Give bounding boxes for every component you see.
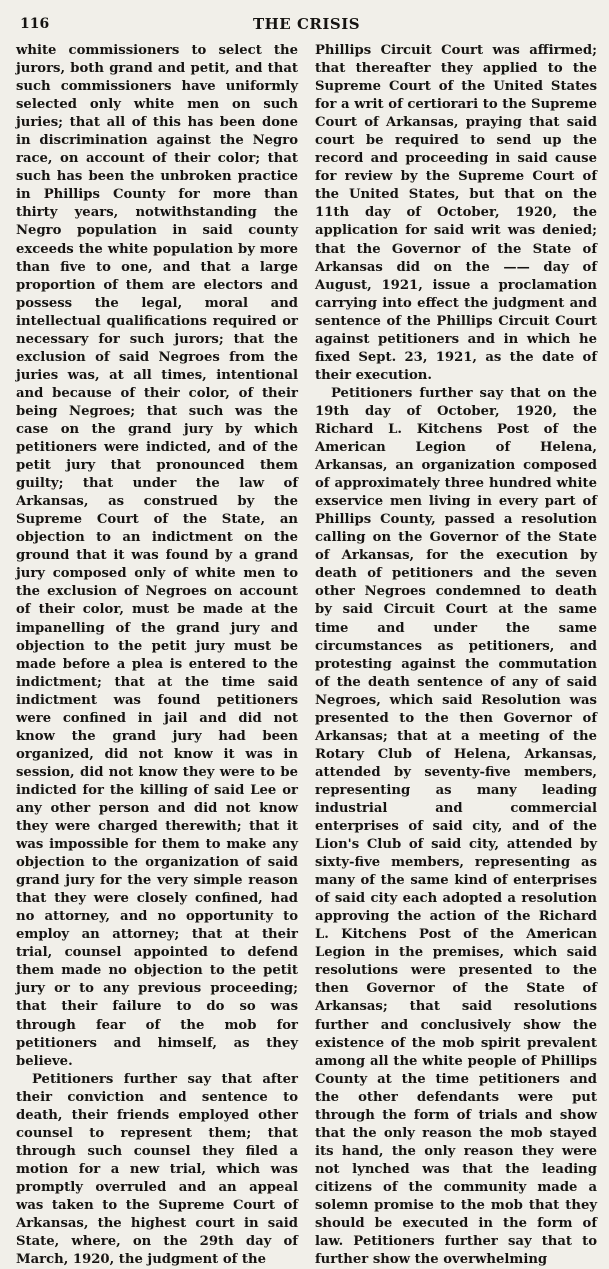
right-column bbox=[315, 42, 597, 1269]
page-number: 116 bbox=[20, 16, 50, 32]
right-paragraph-2: Petitioners further say that on the 19th day of October, 1920, the Richard L. Kitchens Post of the American Legion of Helena, Arkansas, an organization composed of approximately three hundred white exservice men living in every part of Phillips County, passed a resolution calling on the Governor of the State of Arkansas, for the execution by death of petitioners and the seven other Negroes condemned to death by said Circuit Court at the same time and under the same circumstances as petitioners, and protesting against the commutation of the death sentence of any of said Negroes, which said Resolution was presented to the then Governor of Arkansas; that at a meeting of the Rotary Club of Helena, Arkansas, attended by seventy-five members, representing as many leading industrial and commercial enterprises of said city, and of the Lion's Club of said city, attended by sixty-five members, representing as many of the same kind of enterprises of said city each adopted a resolution approving the action of the Richard L. Kitchens Post of the American Legion in the premises, which said resolutions were presented to the then Governor of the State of Arkansas; that said resolutions further and conclusively show the existence of the mob spirit prevalent among all the white people of Phillips County at the time petitioners and the other defendants were put through the form of trials and show that the only reason the mob stayed its hand, the only reason they were not lynched was that the leading citizens of the community made a solemn promise to the mob that they should be executed in the form of law. Petitioners further say that to further show the overwhelming bbox=[315, 385, 597, 1268]
page-header bbox=[16, 14, 597, 38]
left-paragraph-1: white commissioners to select the jurors, both grand and petit, and that such commissioners have uniformly selected only white men on such juries; that all of this has been done in discrimination against the Negro race, on account of their color; that such has been the unbroken practice in Phillips County for more than thirty years, notwithstanding the Negro population in said county exceeds the white population by more than five to one, and that a large proportion of them are electors and possess the legal, moral and intellectual qualifications required or necessary for such jurors; that the exclusion of said Negroes from the juries was, at all times, intentional and because of their color, of their being Negroes; that such was the case on the grand jury by which petitioners were indicted, and of the petit jury that pronounced them guilty; that under the law of Arkansas, as construed by the Supreme Court of the State, an objection to an indictment on the ground that it was found by a grand jury composed only of white men to the exclusion of Negroes on account of their color, must be made at the impanelling of the grand jury and objection to the petit jury must be made before a plea is entered to the indictment; that at the time said indictment was found petitioners were confined in jail and did not know the grand jury had been organized, did not know it was in session, did not know they were to be indicted for the killing of said Lee or any other person and did not know they were charged therewith; that it was impossible for them to make any objection to the organization of said grand jury for the very simple reason that they were closely confined, had no attorney, and no opportunity to employ an attorney; that at their trial, counsel appointed to defend them made no objection to the petit jury or to any previous proceeding; that their failure to do so was through fear of the mob for petitioners and himself, as they believe. bbox=[16, 43, 298, 1069]
journal-title: THE CRISIS bbox=[252, 15, 361, 33]
right-paragraph-1: Phillips Circuit Court was affirmed; that thereafter they applied to the Supreme Court of the United States for a writ of certiorari to the Supreme Court of Arkansas, praying that said court be required to send up the record and proceeding in said cause for review by the Supreme Court of the United States, but that on the 11th day of October, 1920, the application for said writ was denied; that the Governor of the State of Arkansas did on the —— day of August, 1921, issue a proclamation carrying into effect the judgment and sentence of the Phillips Circuit Court against petitioners and in which he fixed Sept. 23, 1921, as the date of their execution. bbox=[315, 43, 597, 383]
left-column bbox=[16, 42, 298, 1269]
text-columns bbox=[16, 42, 597, 1269]
left-paragraph-2: Petitioners further say that after their conviction and sentence to death, their friends employed other counsel to represent them; that through such counsel they filed a motion for a new trial, which was promptly overruled and an appeal was taken to the Supreme Court of Arkansas, the highest court in said State, where, on the 29th day of March, 1920, the judgment of the bbox=[16, 1071, 298, 1268]
